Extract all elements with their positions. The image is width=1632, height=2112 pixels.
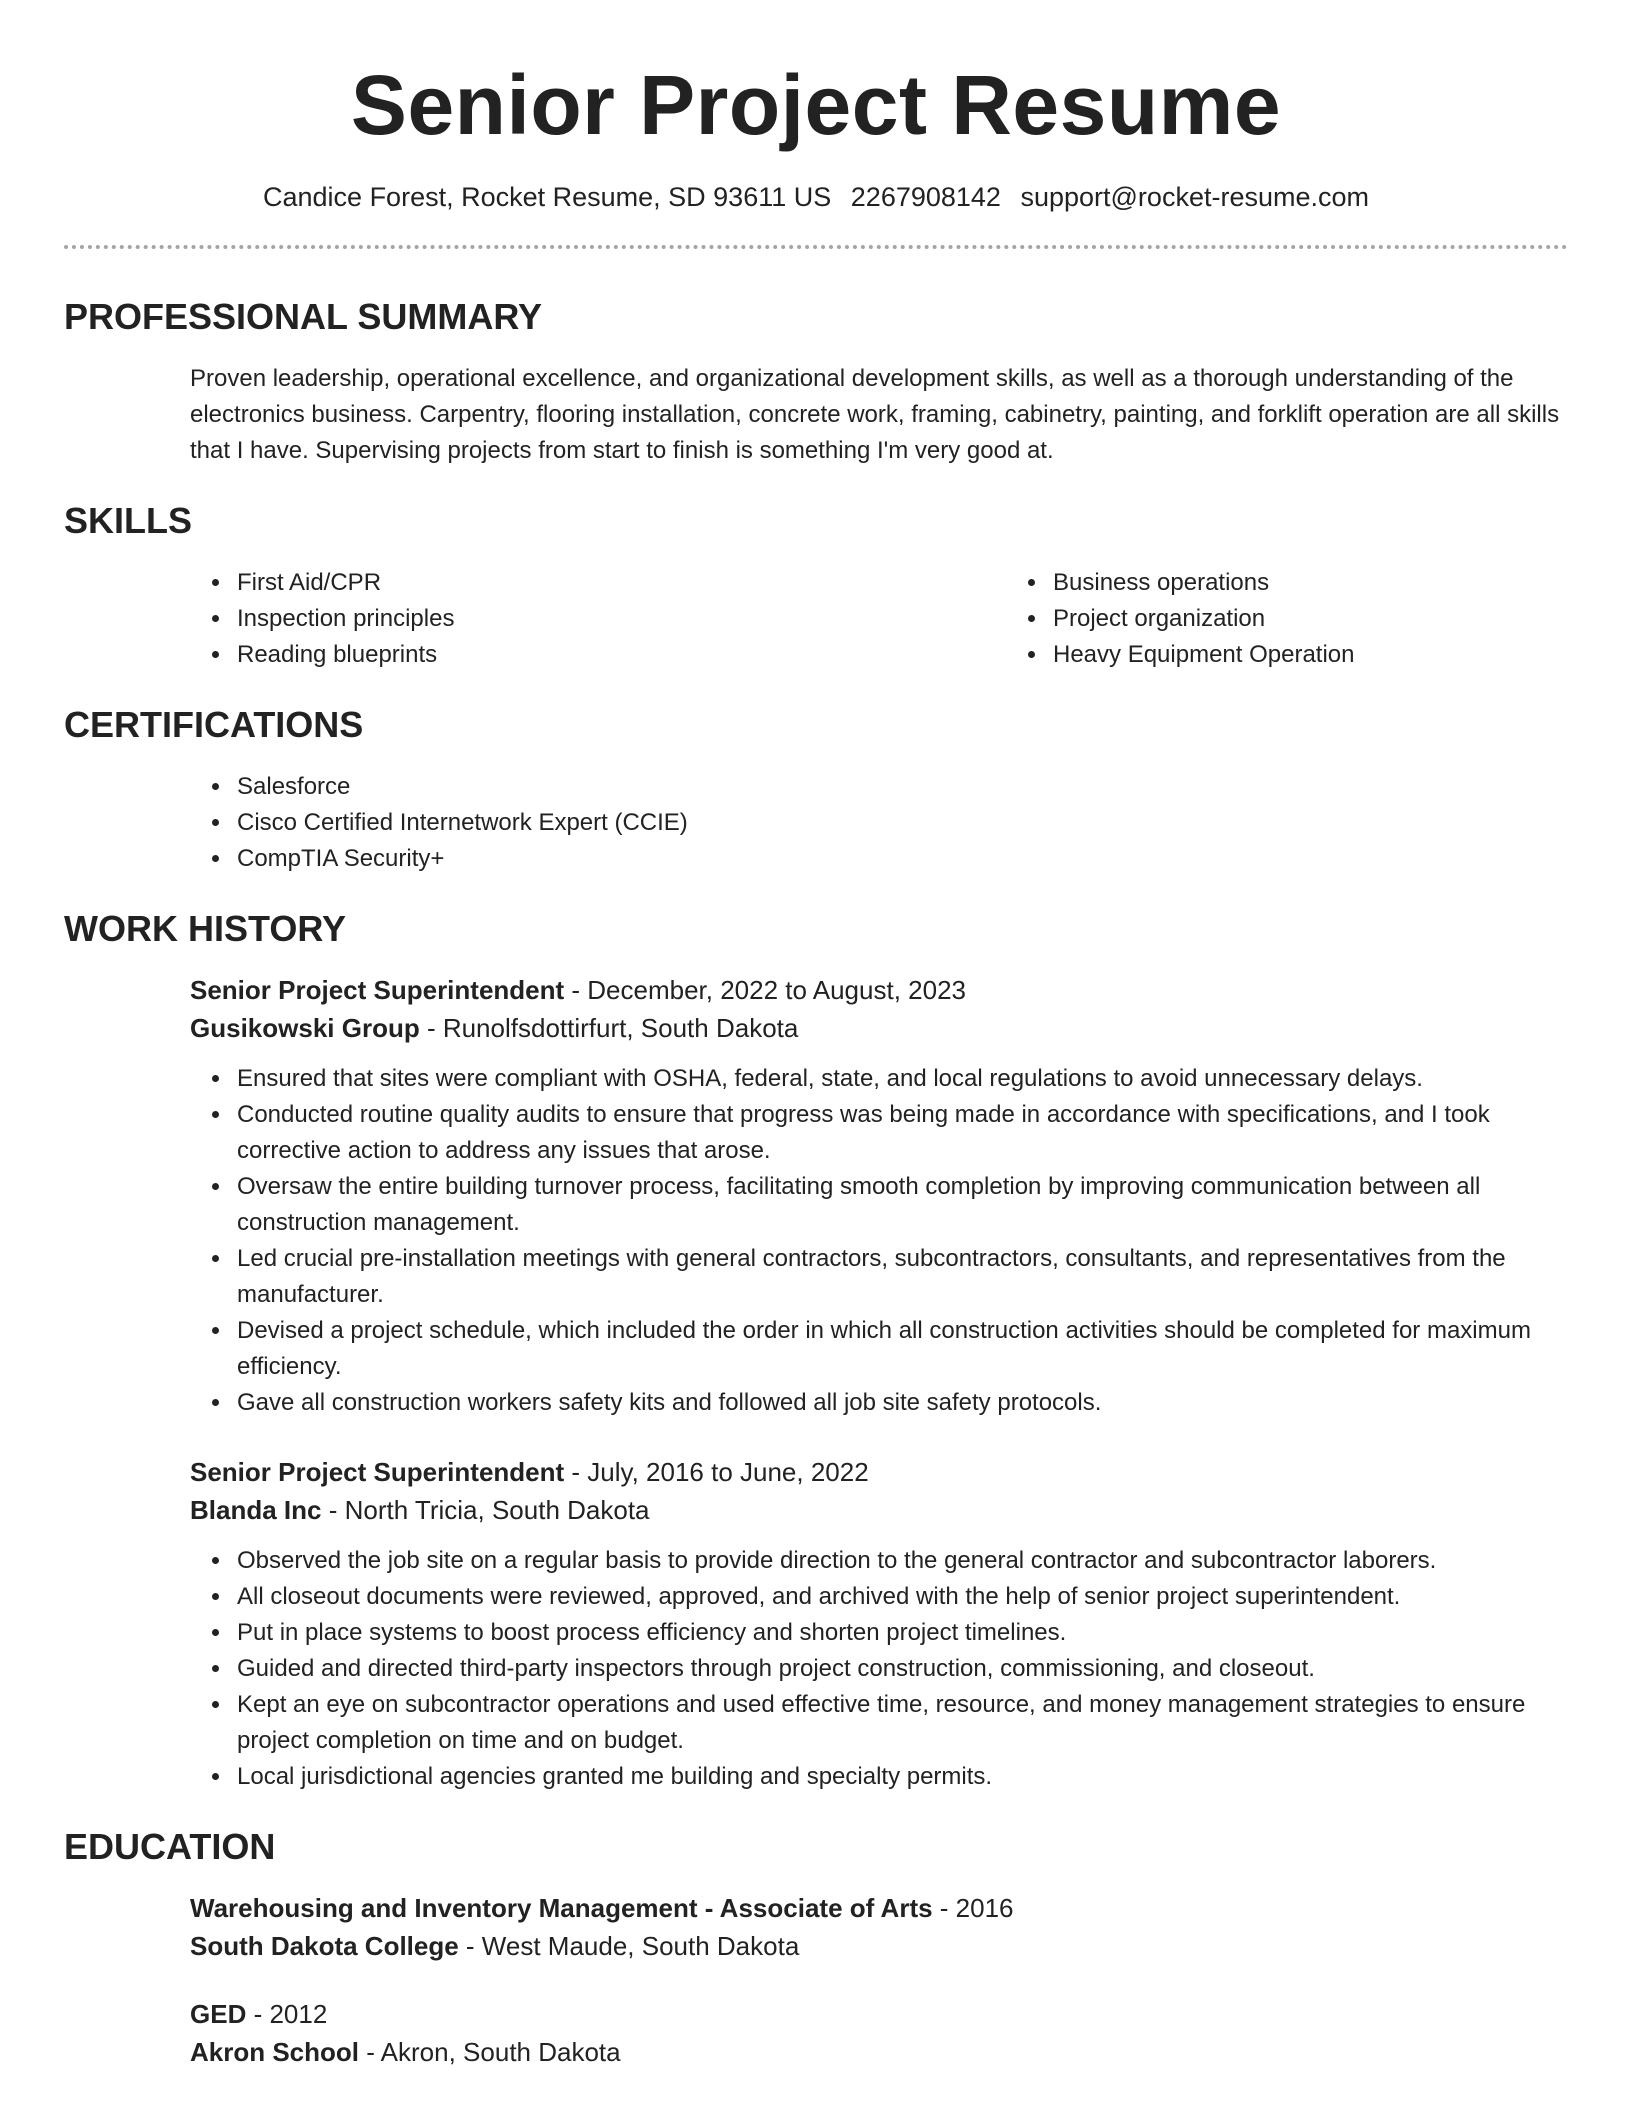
skill-item: • Inspection principles bbox=[233, 601, 816, 637]
job-bullet: • Devised a project schedule, which included the order in which all construction activities should be completed for maximum efficiency. bbox=[233, 1313, 1568, 1385]
job-bullets bbox=[190, 1061, 1568, 1421]
skills-heading: SKILLS bbox=[64, 500, 193, 541]
certification-item: • Cisco Certified Internetwork Expert (CCIE) bbox=[233, 805, 1568, 841]
certification-item: • CompTIA Security+ bbox=[233, 841, 1568, 877]
summary-text: Proven leadership, operational excellence, and organizational development skills, as well as a thorough understanding of the electronics business. Carpentry, flooring installation, concrete work, framing, cabinetry, painting, and forklift operation are all skills that I have. Supervising projects from start to finish is something I'm very good at. bbox=[190, 365, 1560, 464]
job-title: Senior Project Superintendent bbox=[190, 1457, 565, 1487]
certifications-section bbox=[64, 703, 1568, 877]
job-dates: - July, 2016 to June, 2022 bbox=[564, 1457, 869, 1487]
summary-heading: PROFESSIONAL SUMMARY bbox=[64, 296, 543, 337]
skill-item: • Project organization bbox=[1049, 601, 1568, 637]
certification-item: • Salesforce bbox=[233, 769, 1568, 805]
header-divider bbox=[64, 245, 1568, 249]
job-bullet: • Local jurisdictional agencies granted me building and specialty permits. bbox=[233, 1759, 1568, 1795]
resume-title: Senior Project Resume bbox=[350, 58, 1282, 152]
education-school: South Dakota College bbox=[190, 1931, 459, 1961]
job-company: Gusikowski Group bbox=[190, 1013, 420, 1043]
education-school-line bbox=[190, 2033, 1568, 2071]
certifications-list bbox=[64, 769, 1568, 877]
job-bullet: • Kept an eye on subcontractor operations and used effective time, resource, and money management strategies to ensure project completion on time and on budget. bbox=[233, 1687, 1568, 1759]
job-bullet: • Conducted routine quality audits to ensure that progress was being made in accordance with specifications, and I took corrective action to address any issues that arose. bbox=[233, 1097, 1568, 1169]
education-heading: EDUCATION bbox=[64, 1826, 276, 1867]
work-history-heading: WORK HISTORY bbox=[64, 908, 347, 949]
job-company-line bbox=[190, 1009, 1568, 1047]
contact-email: support@rocket-resume.com bbox=[1020, 182, 1369, 212]
job-title: Senior Project Superintendent bbox=[190, 975, 565, 1005]
job-bullets bbox=[190, 1543, 1568, 1795]
education-degree: GED bbox=[190, 1999, 247, 2029]
job-location: - North Tricia, South Dakota bbox=[321, 1495, 650, 1525]
job-entry bbox=[190, 971, 1568, 1421]
skills-left-list bbox=[64, 565, 816, 673]
job-bullet: • All closeout documents were reviewed, approved, and archived with the help of senior project superintendent. bbox=[233, 1579, 1568, 1615]
education-section bbox=[64, 1825, 1568, 2071]
job-company: Blanda Inc bbox=[190, 1495, 322, 1525]
education-school: Akron School bbox=[190, 2037, 360, 2067]
skills-columns bbox=[64, 565, 1568, 673]
skill-item: • Heavy Equipment Operation bbox=[1049, 637, 1568, 673]
education-degree-line bbox=[190, 1995, 1568, 2033]
job-bullet: • Ensured that sites were compliant with OSHA, federal, state, and local regulations to avoid unnecessary delays. bbox=[233, 1061, 1568, 1097]
education-entry bbox=[190, 1995, 1568, 2071]
skill-item: • First Aid/CPR bbox=[233, 565, 816, 601]
contact-address: Candice Forest, Rocket Resume, SD 93611 US bbox=[263, 182, 832, 212]
skill-item: • Reading blueprints bbox=[233, 637, 816, 673]
skills-section bbox=[64, 499, 1568, 673]
job-entry bbox=[190, 1453, 1568, 1795]
skill-item: • Business operations bbox=[1049, 565, 1568, 601]
work-history-section bbox=[64, 907, 1568, 1795]
job-bullet: • Put in place systems to boost process efficiency and shorten project timelines. bbox=[233, 1615, 1568, 1651]
job-bullet: • Gave all construction workers safety kits and followed all job site safety protocols. bbox=[233, 1385, 1568, 1421]
job-location: - Runolfsdottirfurt, South Dakota bbox=[419, 1013, 799, 1043]
skills-right-list bbox=[816, 565, 1568, 673]
contact-line bbox=[64, 179, 1568, 215]
education-school-line bbox=[190, 1927, 1568, 1965]
education-location: - Akron, South Dakota bbox=[359, 2037, 621, 2067]
job-bullet: • Oversaw the entire building turnover process, facilitating smooth completion by improving communication between all construction management. bbox=[233, 1169, 1568, 1241]
job-bullet: • Observed the job site on a regular basis to provide direction to the general contractor and subcontractor laborers. bbox=[233, 1543, 1568, 1579]
education-degree: Warehousing and Inventory Management - Associate of Arts bbox=[190, 1893, 933, 1923]
contact-phone: 2267908142 bbox=[850, 182, 1001, 212]
education-degree-line bbox=[190, 1889, 1568, 1927]
job-title-line bbox=[190, 1453, 1568, 1491]
job-bullet: • Guided and directed third-party inspectors through project construction, commissioning, and closeout. bbox=[233, 1651, 1568, 1687]
education-year: - 2012 bbox=[246, 1999, 328, 2029]
summary-section bbox=[64, 295, 1568, 469]
job-bullet: • Led crucial pre-installation meetings with general contractors, subcontractors, consultants, and representatives from the manufacturer. bbox=[233, 1241, 1568, 1313]
job-dates: - December, 2022 to August, 2023 bbox=[564, 975, 966, 1005]
education-location: - West Maude, South Dakota bbox=[458, 1931, 800, 1961]
job-company-line bbox=[190, 1491, 1568, 1529]
job-title-line bbox=[190, 971, 1568, 1009]
certifications-heading: CERTIFICATIONS bbox=[64, 704, 364, 745]
education-entry bbox=[190, 1889, 1568, 1965]
education-year: - 2016 bbox=[932, 1893, 1014, 1923]
